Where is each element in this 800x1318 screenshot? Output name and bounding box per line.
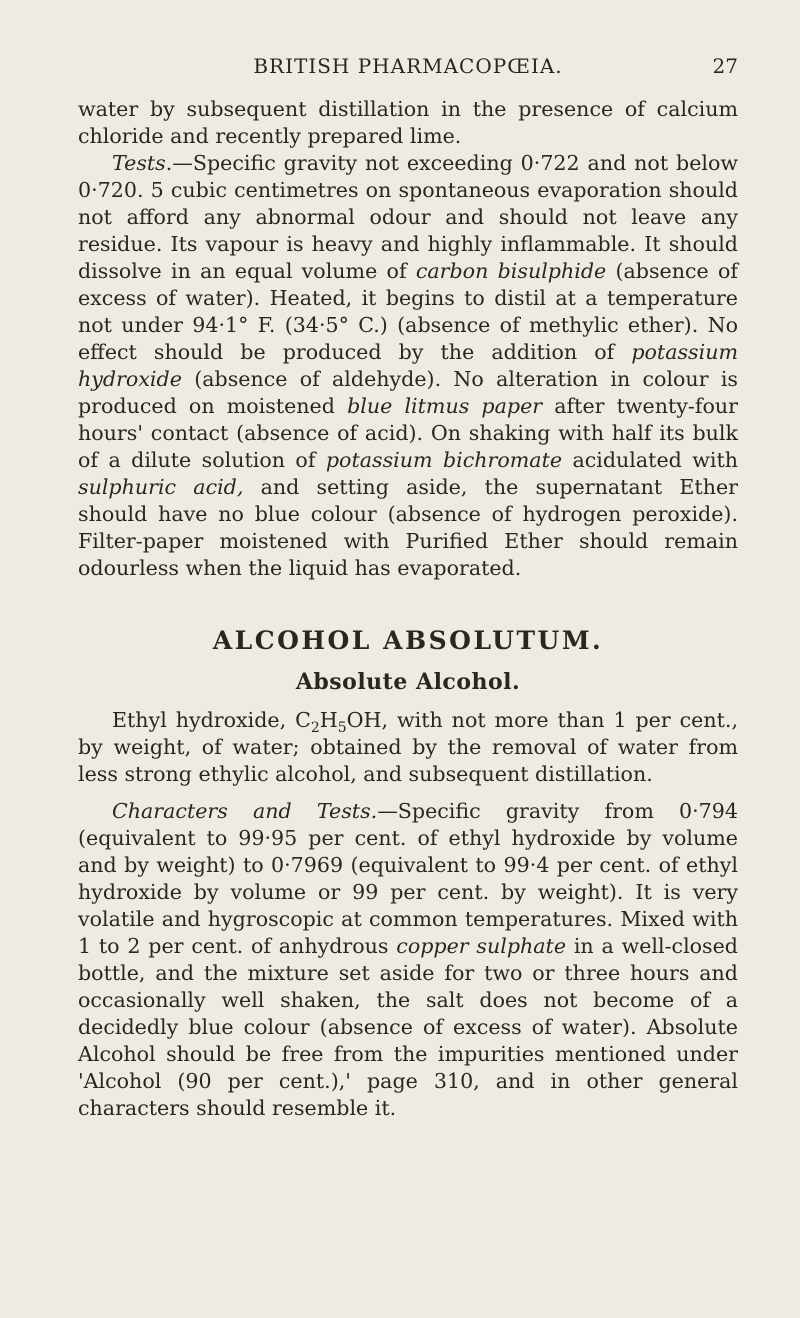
tests-text-3: (absence of aldehyde). No alteration in colour is produced on moistened xyxy=(78,367,738,418)
tests-italic-potassium-bichromate: potassium bichromate xyxy=(325,448,563,472)
alcohol-characters-paragraph xyxy=(78,798,738,1122)
tests-text-1: —Specific gravity not exceeding 0·722 and not below 0·720. 5 cubic centimetres on spontaneous evaporation should not afford any abnormal odour and should not leave any residue. Its vapour is heavy and highly inflammable. It should dissolve in an equal volume of xyxy=(78,151,738,283)
alcohol-definition-paragraph xyxy=(78,707,738,788)
formula-subscript-5: 5 xyxy=(337,720,347,737)
characters-italic-copper-sulphate: copper sulphate xyxy=(396,934,567,958)
tests-label: Tests. xyxy=(112,151,173,175)
tests-italic-blue-litmus-paper: blue litmus paper xyxy=(347,394,543,418)
tests-text-4: after twenty-four hours' contact (absence of acid). On shaking with half its bulk of a dilute solution of xyxy=(78,394,738,472)
characters-label: Characters and Tests. xyxy=(112,799,378,823)
section-heading-latin: ALCOHOL ABSOLUTUM. xyxy=(212,626,604,655)
characters-text-1: —Specific gravity from 0·794 (equivalent to 99·95 per cent. of ethyl hydroxide by volume and by weight) to 0·7969 (equivalent to 99·4 per cent. of ethyl hydroxide by volume or 99 per cent. by weight). It is very volatile and hygroscopic at common temperatures. Mixed with 1 to 2 per cent. of anhydrous xyxy=(78,799,738,958)
ether-continuation-text: water by subsequent distillation in the presence of calcium chloride and recently prepared lime. xyxy=(78,97,738,148)
section-heading-english: Absolute Alcohol. xyxy=(295,669,521,695)
tests-italic-carbon-bisulphide: carbon bisulphide xyxy=(415,259,607,283)
body-text xyxy=(78,96,738,1122)
formula-subscript-2: 2 xyxy=(310,720,320,737)
definition-text-3: OH, with not more than 1 per cent., by weight, of water; obtained by the removal of water from less strong ethylic alcohol, and subsequent distillation. xyxy=(78,708,738,786)
tests-text-6: and setting aside, the supernatant Ether should have no blue colour (absence of hydrogen peroxide). Filter-paper moistened with Purified Ether should remain odourless when the liquid has evaporated. xyxy=(78,475,739,580)
ether-continuation-paragraph xyxy=(78,96,738,150)
characters-text-2: in a well-closed bottle, and the mixture set aside for two or three hours and occasionally well shaken, the salt does not become of a decidedly blue colour (absence of excess of water). Absolute Alcohol should be free from the impurities mentioned under 'Alcohol (90 per cent.),' page 310, and in other general characters should resemble it. xyxy=(78,934,738,1120)
tests-italic-potassium-hydroxide: potassium hydroxide xyxy=(78,340,738,391)
running-head-title: BRITISH PHARMACOPŒIA. xyxy=(253,54,563,78)
definition-text-1: Ethyl hydroxide, C xyxy=(112,708,311,732)
tests-italic-sulphuric-acid: sulphuric acid, xyxy=(78,475,244,499)
running-head xyxy=(78,54,738,84)
page-number: 27 xyxy=(712,54,738,78)
ether-tests-paragraph xyxy=(78,150,738,582)
tests-text-2: (absence of excess of water). Heated, it begins to distil at a temperature not under 94·1° F. (34·5° C.) (absence of methylic ether). No effect should be produced by the addition of xyxy=(78,259,738,364)
tests-text-5: acidulated with xyxy=(562,448,738,472)
definition-text-2: H xyxy=(319,708,338,732)
